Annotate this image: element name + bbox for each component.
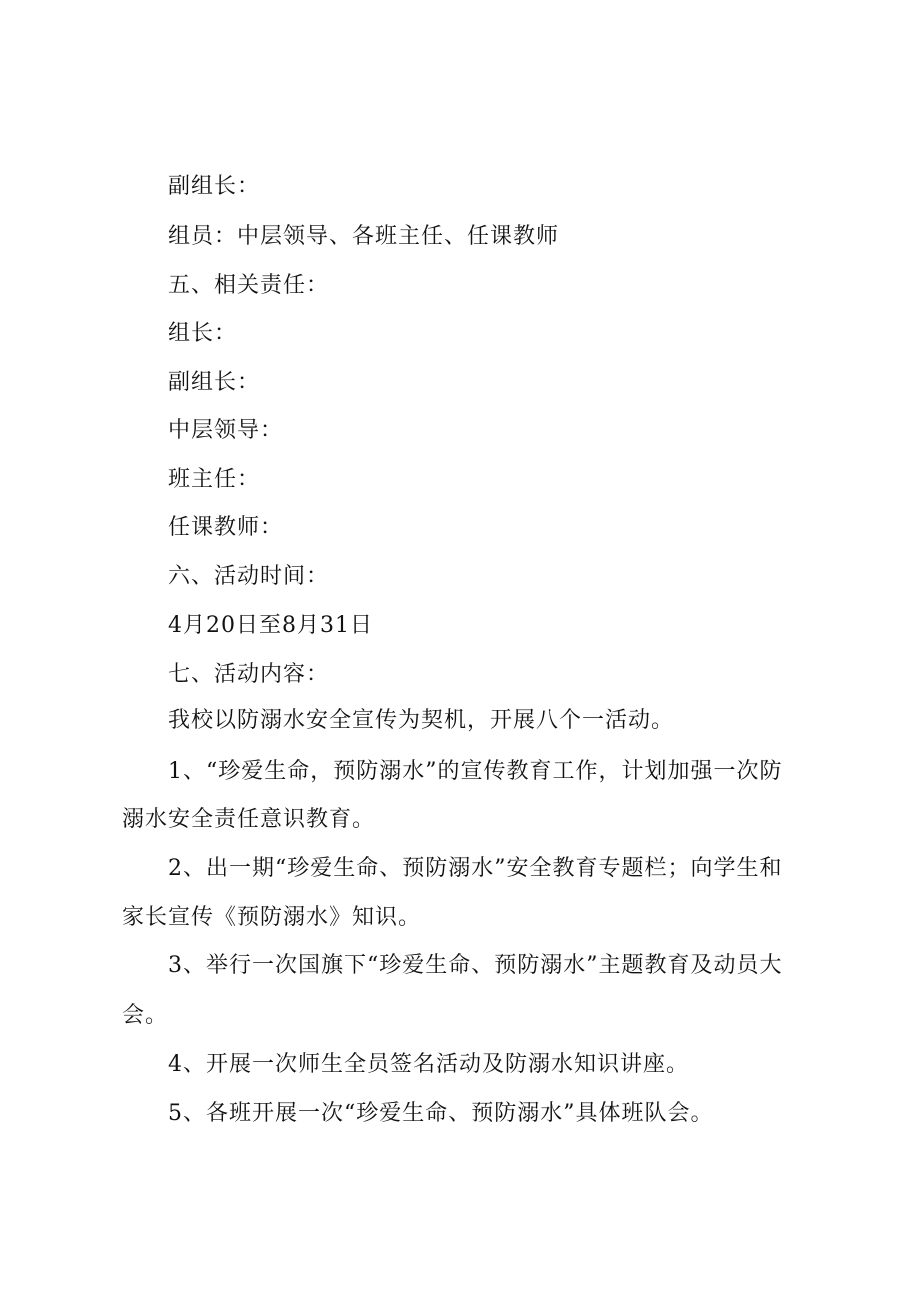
text-line-members: 组员：中层领导、各班主任、任课教师	[168, 224, 560, 249]
text-line-middle-leaders: 中层领导：	[168, 418, 284, 443]
list-item-4: 4、开展一次师生全员签名活动及防溺水知识讲座。	[168, 1052, 689, 1077]
list-item-2-line-1: 2、出一期“珍爱生命、预防溺水”安全教育专题栏；向学生和	[168, 856, 783, 881]
text-line-date-range: 4月20日至8月31日	[168, 613, 373, 638]
text-line-class-teacher: 班主任：	[168, 467, 261, 492]
section-heading-responsibilities: 五、相关责任：	[168, 273, 330, 298]
list-item-3-line-2: 会。	[122, 1003, 169, 1028]
list-item-2-line-2: 家长宣传《预防溺水》知识。	[122, 905, 422, 930]
paragraph-intro: 我校以防溺水安全宣传为契机，开展八个一活动。	[168, 708, 675, 733]
list-item-1-line-1: 1、“珍爱生命，预防溺水”的宣传教育工作，计划加强一次防	[168, 759, 783, 784]
text-line-leader: 组长：	[168, 321, 238, 346]
list-item-1-line-2: 溺水安全责任意识教育。	[122, 807, 376, 832]
section-heading-activity-content: 七、活动内容：	[168, 662, 330, 687]
list-item-3-line-1: 3、举行一次国旗下“珍爱生命、预防溺水”主题教育及动员大	[168, 953, 783, 978]
text-line-deputy-leader: 副组长：	[168, 174, 261, 199]
text-line-deputy-leader-2: 副组长：	[168, 370, 261, 395]
list-item-5: 5、各班开展一次“珍爱生命、预防溺水”具体班队会。	[168, 1101, 714, 1126]
text-line-subject-teacher: 任课教师：	[168, 515, 284, 540]
section-heading-activity-time: 六、活动时间：	[168, 564, 330, 589]
